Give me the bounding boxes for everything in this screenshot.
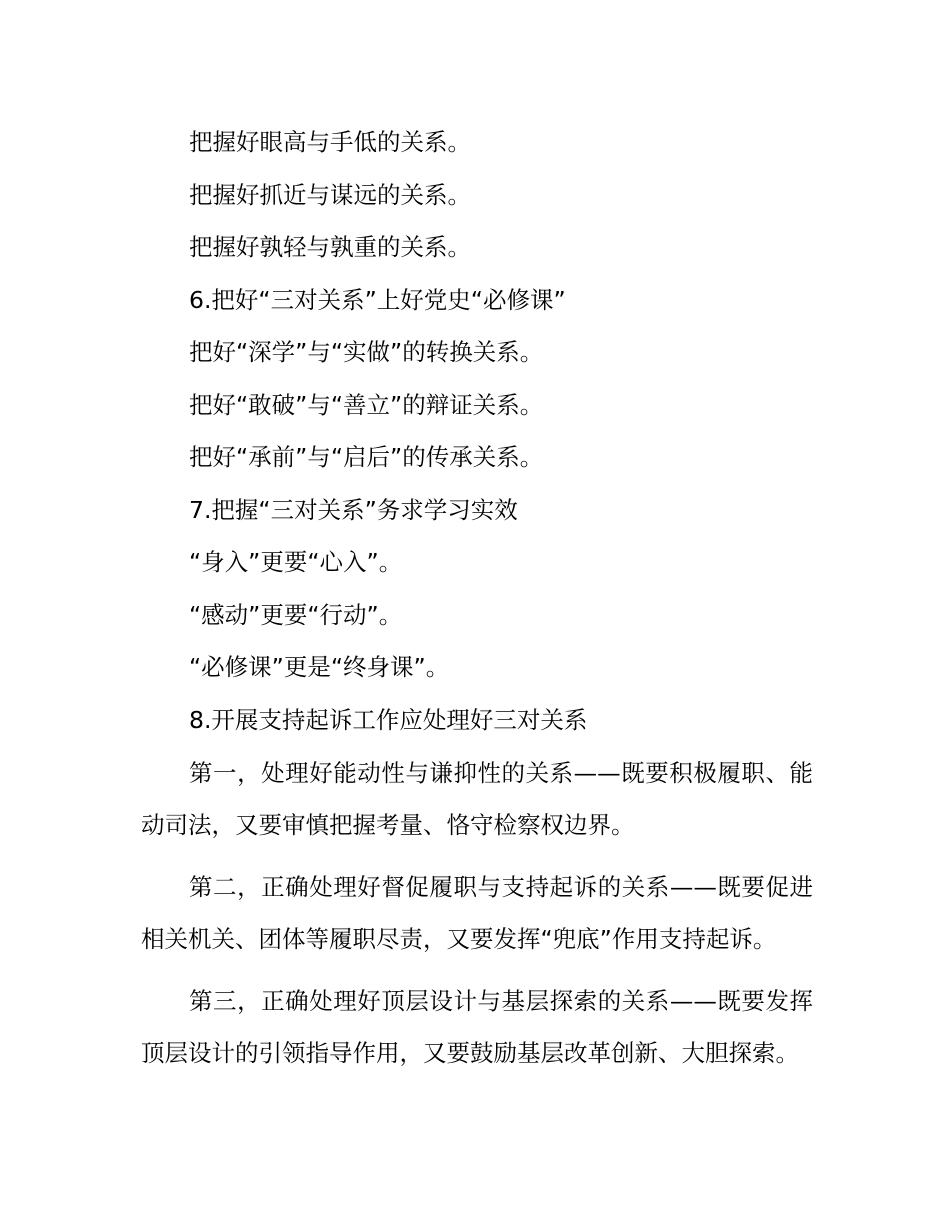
paragraph: “身入”更要“心入”。 (189, 548, 403, 576)
section-heading: 7.把握“三对关系”务求学习实效 (189, 495, 518, 524)
paragraph: “感动”更要“行动”。 (189, 600, 403, 629)
paragraph: 把好“敢破”与“善立”的辩证关系。 (189, 390, 544, 419)
document-body (141, 117, 813, 1089)
section-heading: 6.把好“三对关系”上好党史“必修课” (189, 285, 566, 314)
paragraph: 把好“承前”与“启后”的传承关系。 (189, 443, 544, 471)
paragraph: 把好“深学”与“实做”的转换关系。 (189, 338, 544, 366)
paragraph: 把握好孰轻与孰重的关系。 (189, 233, 471, 261)
paragraph: 第三，正确处理好顶层设计与基层探索的关系——既要发挥顶层设计的引领指导作用，又要鼓励基层改革创新、大胆探索。 (141, 987, 813, 1067)
paragraph: 把握好眼高与手低的关系。 (189, 128, 471, 156)
paragraph: 把握好抓近与谋远的关系。 (189, 180, 471, 209)
paragraph: 第二，正确处理好督促履职与支持起诉的关系——既要促进相关机关、团体等履职尽责，又要发挥“兜底”作用支持起诉。 (141, 873, 813, 953)
paragraph: 第一，处理好能动性与谦抑性的关系——既要积极履职、能动司法，又要审慎把握考量、恪守检察权边界。 (141, 759, 813, 839)
paragraph: “必修课”更是“终身课”。 (189, 653, 450, 681)
section-heading: 8.开展支持起诉工作应处理好三对关系 (189, 705, 588, 734)
